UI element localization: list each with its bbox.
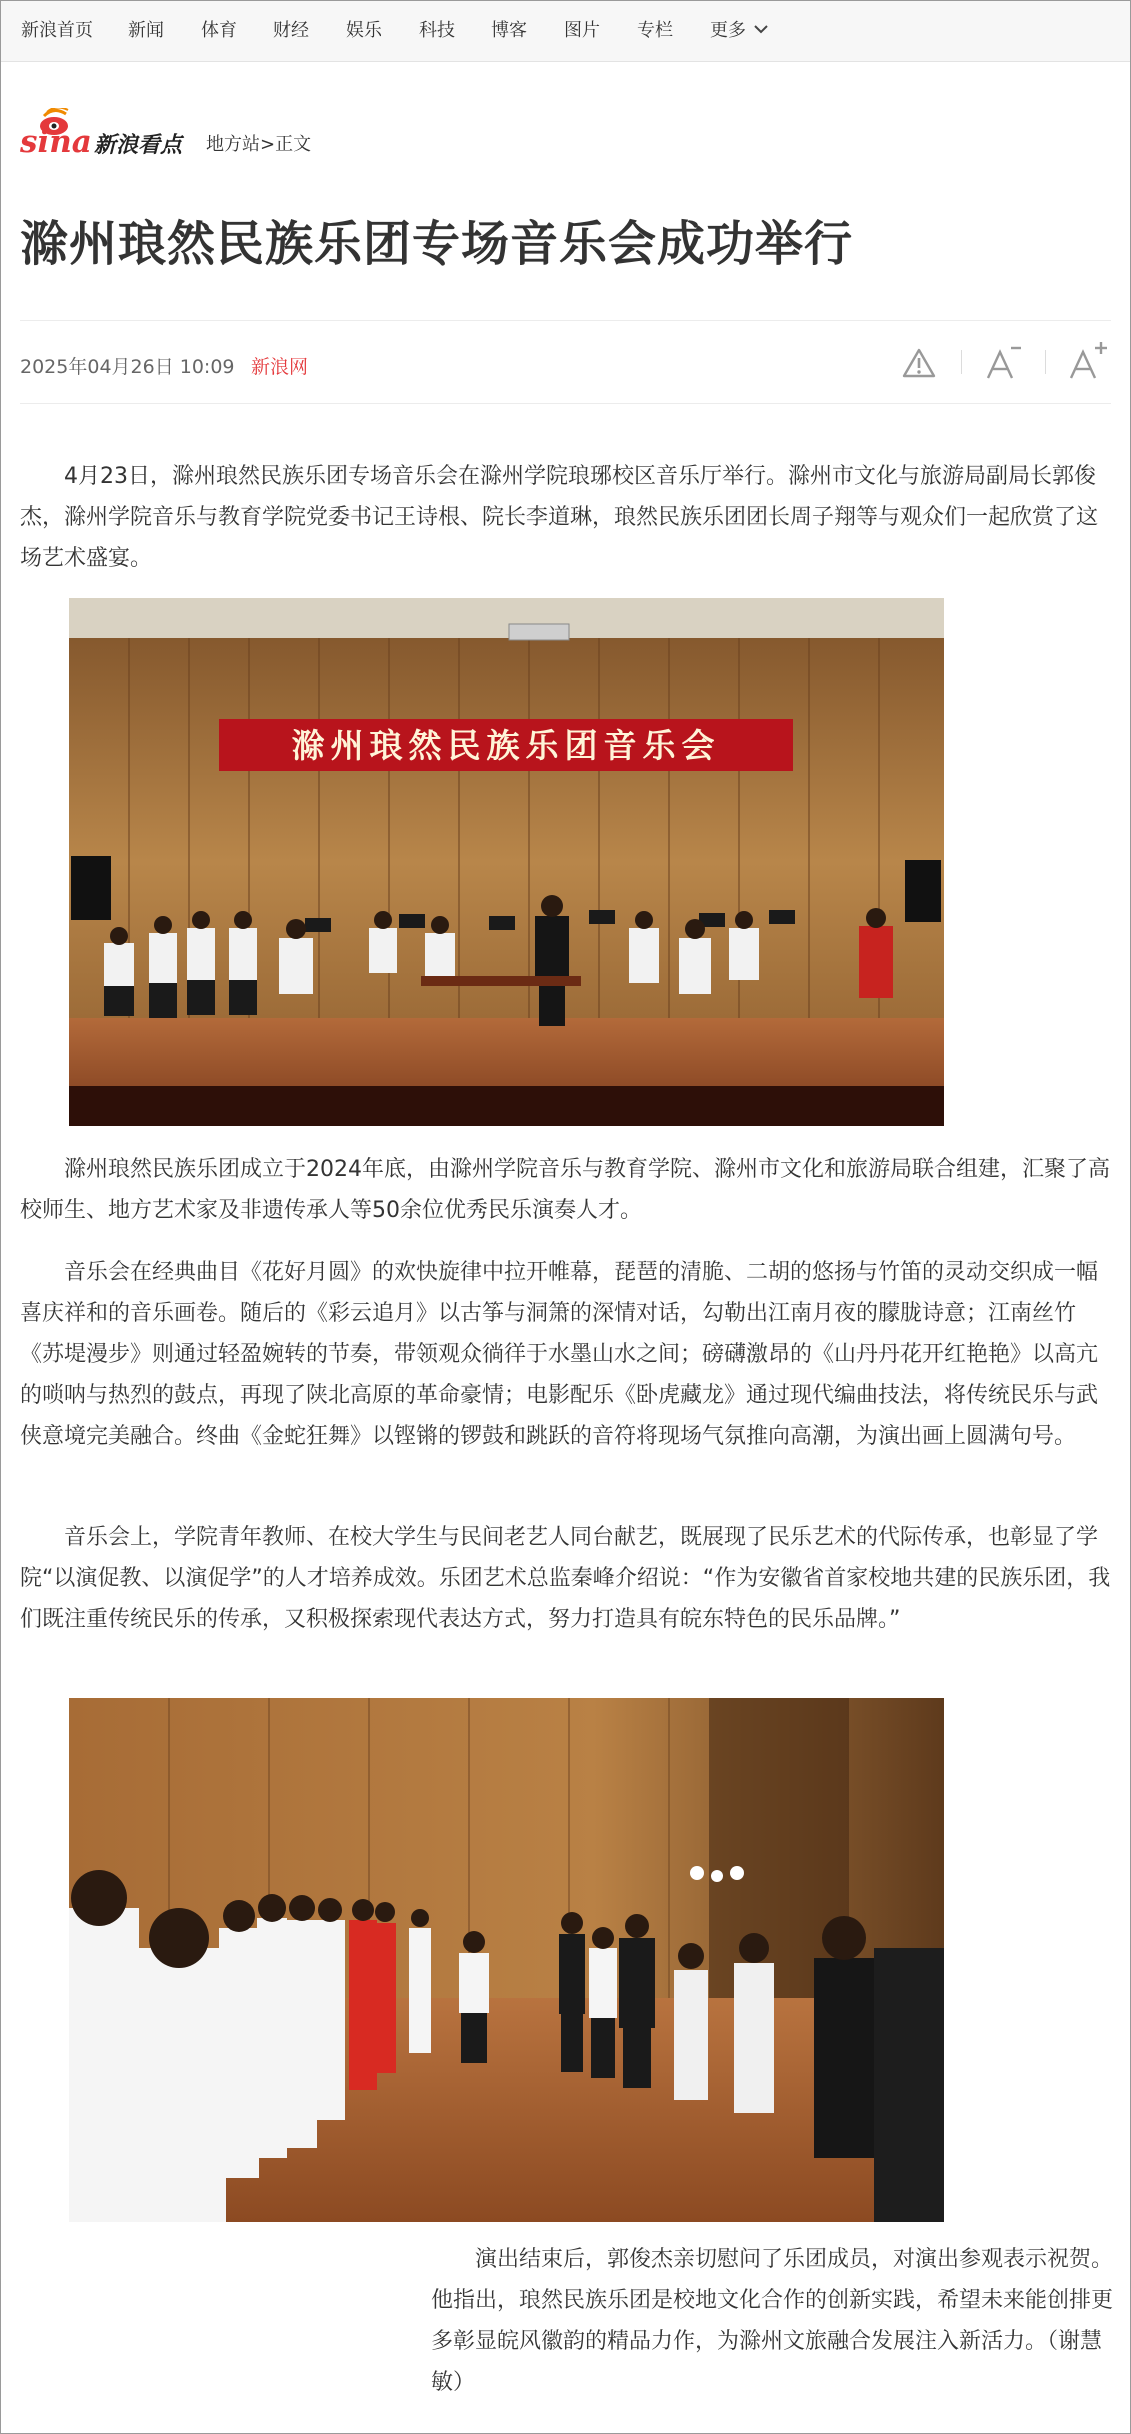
breadcrumb[interactable]: 地方站>正文 <box>206 134 312 155</box>
article-title: 滁州琅然民族乐团专场音乐会成功举行 <box>20 216 854 272</box>
nav-item-more[interactable] <box>710 1 768 61</box>
source-link[interactable]: 新浪网 <box>251 356 309 378</box>
report-button[interactable] <box>899 340 939 384</box>
article-paragraph: 4月23日，滁州琅然民族乐团专场音乐会在滁州学院琅琊校区音乐厅举行。滁州市文化与旅游局副局长郭俊杰，滁州学院音乐与教育学院党委书记王诗根、院长李道琳，琅然民族乐团团长周子翔等与观众们一起欣赏了这场艺术盛宴。 <box>20 464 1099 571</box>
nav-item-news[interactable]: 新闻 <box>128 20 164 41</box>
stage-banner-text: 滁州琅然民族乐团音乐会 <box>291 726 721 765</box>
nav-item-home[interactable]: 新浪首页 <box>21 20 93 41</box>
font-increase-icon <box>1066 340 1110 384</box>
divider <box>20 320 1111 321</box>
nav-more-label: 更多 <box>710 20 746 41</box>
nav-item-photos[interactable]: 图片 <box>564 20 600 41</box>
chevron-down-icon <box>754 24 768 34</box>
top-nav <box>1 1 1130 62</box>
tool-divider <box>961 350 962 374</box>
warning-triangle-icon <box>899 340 939 384</box>
sina-logo-mark <box>20 108 200 162</box>
tool-divider <box>1045 350 1046 374</box>
article-paragraph: 演出结束后，郭俊杰亲切慰问了乐团成员，对演出参观表示祝贺。他指出，琅然民族乐团是校地文化合作的创新实践，希望未来能创排更多彰显皖风徽韵的精品力作，为滁州文旅融合发展注入新活力。（谢慧敏） <box>431 2247 1114 2395</box>
font-decrease-button[interactable] <box>983 340 1023 384</box>
sina-logo[interactable] <box>20 108 200 162</box>
font-increase-button[interactable] <box>1066 340 1106 384</box>
article-paragraph: 音乐会在经典曲目《花好月圆》的欢快旋律中拉开帷幕，琵琶的清脆、二胡的悠扬与竹笛的灵动交织成一幅喜庆祥和的音乐画卷。随后的《彩云追月》以古筝与洞箫的深情对话，勾勒出江南月夜的朦胧诗意；江南丝竹《苏堤漫步》则通过轻盈婉转的节奏，带领观众徜徉于水墨山水之间；磅礴激昂的《山丹丹花开红艳艳》以高亢的唢呐与热烈的鼓点，再现了陕北高原的革命豪情；电影配乐《卧虎藏龙》通过现代编曲技法，将传统民乐与武侠意境完美融合。终曲《金蛇狂舞》以铿锵的锣鼓和跳跃的音符将现场气氛推向高潮，为演出画上圆满句号。 <box>20 1260 1099 1449</box>
nav-item-tech[interactable]: 科技 <box>419 20 455 41</box>
publish-date: 2025年04月26日 10:09 <box>20 356 235 378</box>
performers-meeting-photo <box>69 1698 944 2222</box>
concert-stage-photo <box>69 598 944 1126</box>
nav-item-finance[interactable]: 财经 <box>273 20 309 41</box>
svg-text:sina: sina <box>20 124 92 160</box>
article-paragraph: 音乐会上，学院青年教师、在校大学生与民间老艺人同台献艺，既展现了民乐艺术的代际传承，也彰显了学院“以演促教、以演促学”的人才培养成效。乐团艺术总监秦峰介绍说：“作为安徽省首家校地共建的民族乐团，我们既注重传统民乐的传承，又积极探索现代表达方式，努力打造具有皖东特色的民乐品牌。” <box>20 1525 1111 1632</box>
nav-item-columns[interactable]: 专栏 <box>637 20 673 41</box>
font-decrease-icon <box>983 340 1023 384</box>
svg-text:新浪看点: 新浪看点 <box>94 133 183 158</box>
nav-item-sports[interactable]: 体育 <box>201 20 237 41</box>
article-paragraph: 滁州琅然民族乐团成立于2024年底，由滁州学院音乐与教育学院、滁州市文化和旅游局联合组建，汇聚了高校师生、地方艺术家及非遗传承人等50余位优秀民乐演奏人才。 <box>20 1157 1110 1223</box>
nav-item-blog[interactable]: 博客 <box>491 20 527 41</box>
nav-item-entertainment[interactable]: 娱乐 <box>346 20 382 41</box>
divider <box>20 403 1111 404</box>
